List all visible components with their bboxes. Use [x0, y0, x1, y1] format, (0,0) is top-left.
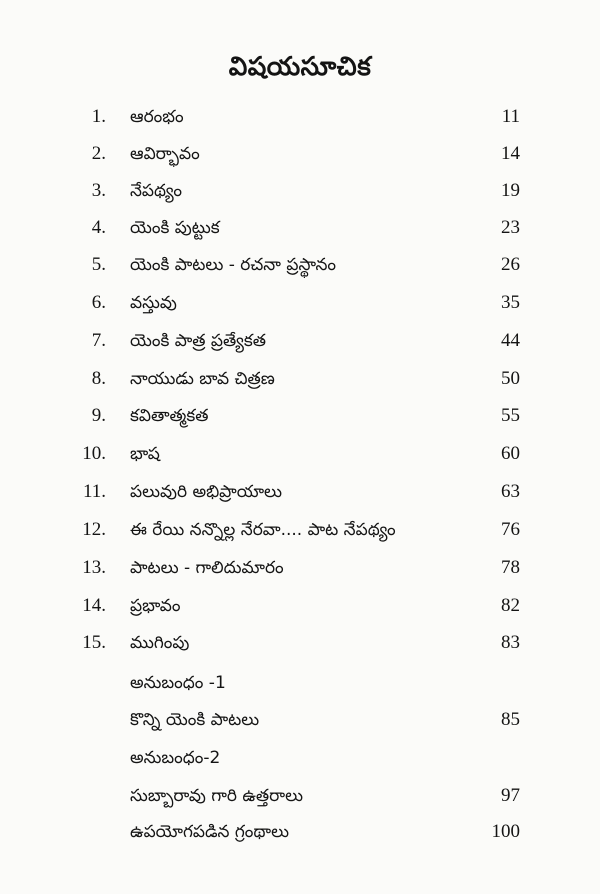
entry-page-number: 60 — [501, 443, 520, 464]
toc-entry — [0, 817, 600, 847]
entry-page-number: 23 — [501, 217, 520, 238]
entry-number: 10. — [82, 443, 106, 464]
entry-page-number: 76 — [501, 519, 520, 540]
toc-entry — [0, 213, 600, 243]
entry-label: సుబ్బారావు గారి ఉత్తరాలు — [130, 786, 304, 806]
entry-label: ప్రభావం — [130, 596, 181, 616]
toc-entry — [0, 591, 600, 621]
appendix-heading — [0, 743, 600, 773]
entry-label: నేపథ్యం — [130, 181, 182, 201]
entry-label: అనుబంధం -1 — [130, 673, 226, 693]
entry-label: ముగింపు — [130, 633, 190, 653]
entry-label: పలువురి అభిప్రాయాలు — [130, 482, 282, 502]
entry-number: 13. — [82, 557, 106, 578]
entry-page-number: 55 — [501, 405, 520, 426]
entry-label: ఈ రేయి నన్నొల్ల నేరవా.... పాట నేపథ్యం — [130, 520, 396, 540]
entry-page-number: 63 — [501, 481, 520, 502]
entry-number: 14. — [82, 595, 106, 616]
entry-page-number: 44 — [501, 330, 520, 351]
entry-label: ఆరంభం — [130, 107, 184, 127]
entry-number: 3. — [91, 180, 106, 201]
entry-page-number: 97 — [501, 785, 520, 806]
entry-number: 5. — [91, 254, 106, 275]
toc-entry — [0, 477, 600, 507]
toc-entry — [0, 705, 600, 735]
entry-label: పాటలు - గాలిదుమారం — [130, 558, 284, 578]
entry-number: 11. — [82, 481, 106, 502]
entry-label: వస్తువు — [130, 293, 177, 313]
entry-label: భాష — [130, 444, 160, 464]
toc-entry — [0, 515, 600, 545]
toc-entry — [0, 139, 600, 169]
entry-number: 8. — [91, 368, 106, 389]
entry-page-number: 82 — [501, 595, 520, 616]
page-title: విషయసూచిక — [228, 52, 372, 82]
entry-page-number: 85 — [501, 709, 520, 730]
entry-number: 6. — [91, 292, 106, 313]
entry-page-number: 11 — [501, 106, 520, 127]
entry-number: 12. — [82, 519, 106, 540]
entry-number: 2. — [91, 143, 106, 164]
entry-page-number: 50 — [501, 368, 520, 389]
entry-label: అనుబంధం-2 — [130, 748, 221, 768]
entry-number: 7. — [91, 330, 106, 351]
entry-page-number: 100 — [491, 821, 520, 842]
toc-entry — [0, 364, 600, 394]
toc-entry — [0, 326, 600, 356]
entry-number: 9. — [91, 405, 106, 426]
toc-entry — [0, 102, 600, 132]
toc-entry — [0, 553, 600, 583]
toc-entry — [0, 250, 600, 280]
appendix-heading — [0, 668, 600, 698]
toc-entry — [0, 401, 600, 431]
entry-label: యెంకి పాత్ర ప్రత్యేకత — [130, 331, 267, 351]
toc-entry — [0, 628, 600, 658]
entry-label: ఉపయోగపడిన గ్రంథాలు — [130, 822, 290, 842]
entry-page-number: 78 — [501, 557, 520, 578]
entry-label: ఆవిర్భావం — [130, 144, 200, 164]
entry-label: కొన్ని యెంకి పాటలు — [130, 710, 260, 730]
entry-page-number: 26 — [501, 254, 520, 275]
entry-page-number: 35 — [501, 292, 520, 313]
entry-label: యెంకి పుట్టుక — [130, 218, 220, 238]
entry-page-number: 14 — [501, 143, 520, 164]
entry-label: యెంకి పాటలు - రచనా ప్రస్థానం — [130, 255, 336, 275]
entry-number: 1. — [91, 106, 106, 127]
toc-entry — [0, 781, 600, 811]
entry-page-number: 19 — [501, 180, 520, 201]
entry-number: 4. — [91, 217, 106, 238]
entry-label: నాయుడు బావ చిత్రణ — [130, 369, 275, 389]
toc-entry — [0, 288, 600, 318]
toc-entry — [0, 439, 600, 469]
entry-number: 15. — [82, 632, 106, 653]
toc-entry — [0, 176, 600, 206]
entry-label: కవితాత్మకత — [130, 406, 209, 426]
entry-page-number: 83 — [501, 632, 520, 653]
